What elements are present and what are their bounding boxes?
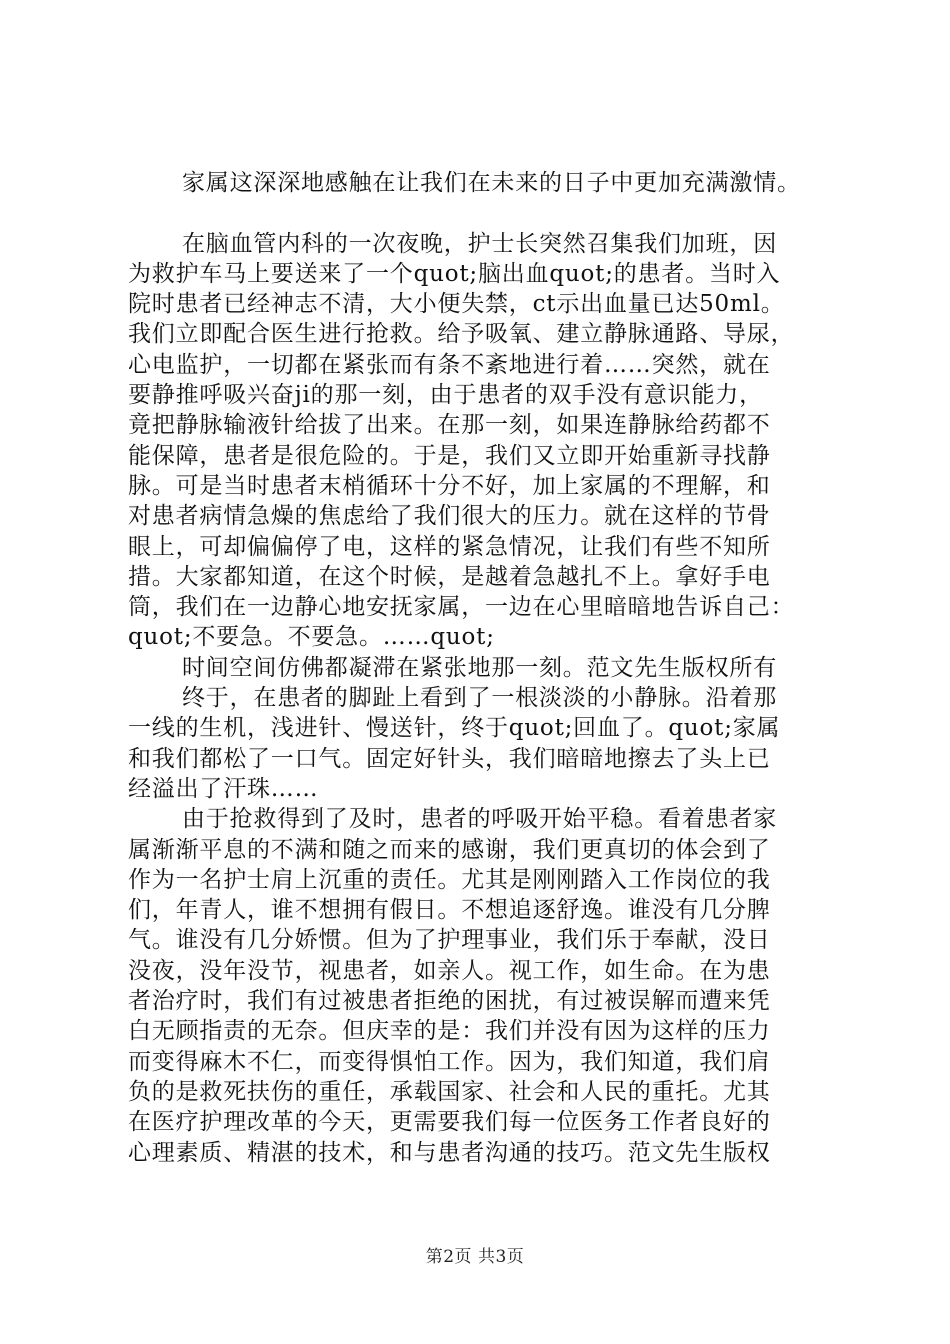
paragraph-line: 负的是救死扶伤的重任，承载国家、社会和人民的重托。尤其 — [128, 1078, 771, 1105]
paragraph-line: 心理素质、精湛的技术，和与患者沟通的技巧。范文先生版权 — [128, 1139, 771, 1166]
paragraph-line: 属渐渐平息的不满和随之而来的感谢，我们更真切的体会到了 — [128, 836, 771, 863]
paragraph-line: 而变得麻木不仁，而变得惧怕工作。因为，我们知道，我们肩 — [128, 1048, 771, 1075]
paragraph-line: 眼上，可却偏偏停了电，这样的紧急情况，让我们有些不知所 — [128, 533, 771, 560]
paragraph-line: 一线的生机，浅进针、慢送针，终于quot;回血了。quot;家属 — [128, 715, 781, 742]
paragraph-line: 由于抢救得到了及时，患者的呼吸开始平稳。看着患者家 — [182, 806, 777, 833]
document-body — [128, 168, 854, 1168]
paragraph-line: 筒，我们在一边静心地安抚家属，一边在心里暗暗地告诉自己： — [128, 594, 795, 621]
paragraph-line: 家属这深深地感触在让我们在未来的日子中更加充满激情。 — [182, 170, 801, 196]
paragraph-gap — [128, 198, 854, 228]
paragraph-line: 白无顾指责的无奈。但庆幸的是：我们并没有因为这样的压力 — [128, 1018, 771, 1045]
paragraph-line: 心电监护，一切都在紧张而有条不紊地进行着……突然，就在 — [128, 351, 771, 378]
paragraph-line: 作为一名护士肩上沉重的责任。尤其是刚刚踏入工作岗位的我 — [128, 866, 771, 893]
paragraph-line: 能保障，患者是很危险的。于是，我们又立即开始重新寻找静 — [128, 442, 771, 469]
paragraph-line: 者治疗时，我们有过被患者拒绝的困扰，有过被误解而遭来凭 — [128, 988, 771, 1015]
paragraph-line: 们，年青人，谁不想拥有假日。不想追逐舒逸。谁没有几分脾 — [128, 897, 771, 924]
paragraph-line: 脉。可是当时患者末梢循环十分不好，加上家属的不理解，和 — [128, 472, 771, 499]
paragraph-line: 要静推呼吸兴奋ji的那一刻，由于患者的双手没有意识能力， — [128, 382, 763, 409]
paragraph-line: 竟把静脉输液针给拔了出来。在那一刻，如果连静脉给药都不 — [128, 412, 771, 439]
paragraph-line: 终于，在患者的脚趾上看到了一根淡淡的小静脉。沿着那 — [182, 685, 777, 712]
paragraph-line: quot;不要急。不要急。……quot; — [128, 624, 495, 651]
paragraph-line: 措。大家都知道，在这个时候，是越着急越扎不上。拿好手电 — [128, 563, 771, 590]
paragraph-line: 气。谁没有几分娇惯。但为了护理事业，我们乐于奉献，没日 — [128, 927, 771, 954]
paragraph-line: 我们立即配合医生进行抢救。给予吸氧、建立静脉通路、导尿， — [128, 321, 795, 348]
paragraph-line: 对患者病情急燥的焦虑给了我们很大的压力。就在这样的节骨 — [128, 503, 771, 530]
paragraph-line: 为救护车马上要送来了一个quot;脑出血quot;的患者。当时入 — [128, 260, 781, 287]
paragraph-line: 院时患者已经神志不清，大小便失禁，ct示出血量已达50ml。 — [128, 291, 785, 318]
paragraph-line: 在医疗护理改革的今天，更需要我们每一位医务工作者良好的 — [128, 1109, 771, 1136]
paragraph-line: 在脑血管内科的一次夜晚，护士长突然召集我们加班，因 — [182, 230, 777, 257]
page-number-footer: 第2页 共3页 — [425, 1247, 525, 1267]
paragraph-line: 时间空间仿佛都凝滞在紧张地那一刻。范文先生版权所有 — [182, 654, 777, 681]
paragraph-line: 没夜，没年没节，视患者，如亲人。视工作，如生命。在为患 — [128, 957, 771, 984]
paragraph-line: 经溢出了汗珠…… — [128, 775, 319, 802]
paragraph-line: 和我们都松了一口气。固定好针头，我们暗暗地擦去了头上已 — [128, 745, 771, 772]
